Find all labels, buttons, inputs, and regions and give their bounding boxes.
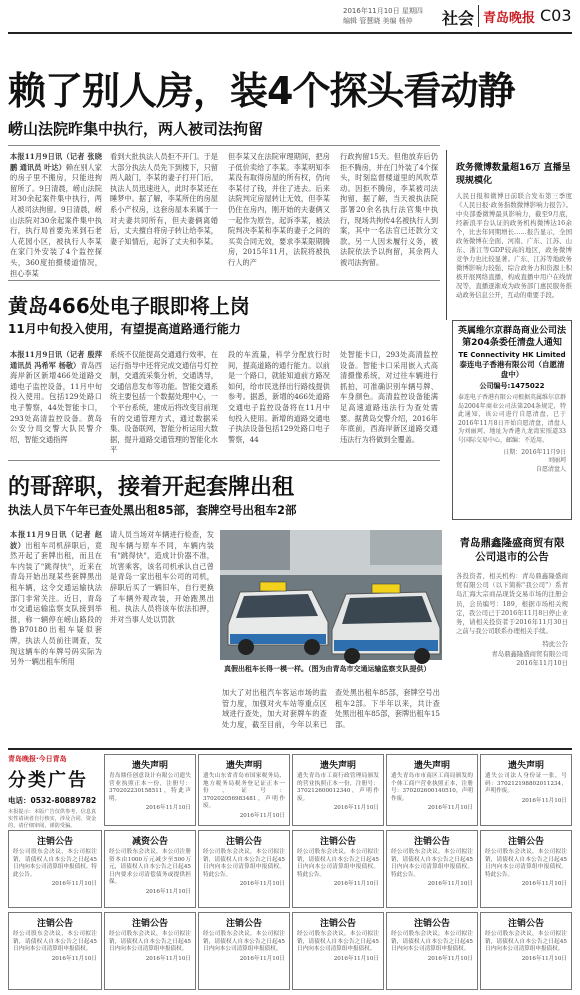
classified-ad <box>198 912 290 990</box>
classified-ad <box>198 754 290 826</box>
delisting-notice-title: 青岛鼎鑫隆盛商贸有限公司退市的公告 <box>459 537 565 563</box>
classified-ad-body: 经公司股东会决议，本公司拟注销，请债权人自本公告之日起45日内向本公司清算组申报债权。特此公告。 <box>391 849 473 878</box>
classified-ad-title: 注销公告 <box>225 837 262 847</box>
classified-ad <box>104 754 196 826</box>
delisting-notice-sign: 特此公告 青岛鼎鑫隆盛商贸有限公司 2016年11月10日 <box>491 640 568 667</box>
classified-ad-date: 2016年11月10日 <box>427 881 473 888</box>
classified-ad-body: 经公司股东会决议，本公司注册资本由1000万元减少至500万元，请债权人自本公告之日起45日内要求公司清偿债务或提供担保。 <box>109 849 191 886</box>
classified-ad-body: 经公司股东会决议，本公司拟注销，请债权人自本公告之日起45日内向本公司清算组申报债权。特此公告。 <box>485 849 567 878</box>
story3-headline: 的哥辞职，接着开起套牌出租 <box>8 475 295 500</box>
classified-ad <box>386 754 478 826</box>
classified-ad-title: 注销公告 <box>36 919 73 929</box>
classified-ad <box>386 912 478 990</box>
classified-ad-title: 注销公告 <box>225 919 262 929</box>
classified-ad-body: 遗失公司法人身份证一张，号码：370212198802011234，声明作废。 <box>485 773 567 795</box>
classified-ad-body: 遗失青岛市工商行政管理局颁发的营业执照正本一份，注册号：370212600012340，声明作废。 <box>297 773 379 802</box>
classified-phone: 电话：0532-80889782 <box>8 796 97 805</box>
story3-byline: 本报11月9日讯（记者 赵波） <box>10 530 102 550</box>
delisting-notice <box>452 530 572 742</box>
story2-col2: 系统不仅能提高交通通行效率，在运行指导中还将完成交通信号灯控制，交通流采集分析，交通诱导，交通信息发布等功能。智能交通系统主要包括一个数据处理中心，一个平台系统，建成后将改变目前现有的交通管理方式，通过数据采集、设备联网，智能分析运用大数据，提升道路交通管理的智能化水平 <box>110 350 218 455</box>
story2-col4: 处智能卡口，293处高清监控设备。智能卡口采用嵌入式高清摄像系统，对过往车辆进行抓拍，可准确识别车辆号牌、车身颜色。高清监控设备能满足高速道路违法行为查处需要。据黄岛交警介绍，2016年年底前，西海岸新区道路交通违法行为将做到全覆盖。 <box>340 350 438 444</box>
classified-ad-date: 2016年11月10日 <box>145 955 191 962</box>
classified-ad <box>386 830 478 908</box>
classified-ad <box>480 754 572 826</box>
classified-ad-date: 2016年11月10日 <box>51 955 97 962</box>
classified-ad-title: 遗失声明 <box>225 761 262 771</box>
sidebar-title: 政务微博数量超16万 直播呈现规模化 <box>456 163 571 186</box>
classified-ad <box>292 830 384 908</box>
photo-caption: 真假出租车长得一模一样。（图为由青岛市交通运输监察支队提供） <box>224 665 431 673</box>
classified-ad-body: 经公司股东会决议，本公司拟注销，请债权人自本公告之日起45日内向本公司清算组申报债权。 <box>297 931 379 953</box>
story2-col1: 本报11月9日讯（记者 殷萍 通讯员 冯希军 杨敬）青岛西海岸新区新增466处道路交通电子监控设备，11月中旬投入使用。包括129处路口电子警察，44处智能卡口，293处高清监控设备。黄岛公安分局交警大队民警介绍，智能交通指挥 <box>10 350 102 444</box>
classified-ad-date: 2016年11月10日 <box>521 881 567 888</box>
classified-ad-date: 2016年11月10日 <box>51 881 97 888</box>
classified-ad-date: 2016年11月10日 <box>333 881 379 888</box>
classified-ad-body: 青岛鼎佳创意设计有限公司遗失营业执照正本一份，注册号：370202230158511，特此声明。 <box>109 773 191 802</box>
classified-ad-body: 经公司股东会决议，本公司拟注销，请债权人自本公告之日起45日内向本公司清算组申报债权。 <box>13 931 97 953</box>
classified-intro: 本报提示：本版广告仅供参考，信息真实性请读者自行核实，涉及合同、资金的，请仔细审阅，谨防受骗。 <box>8 809 97 829</box>
classified-rule <box>8 748 572 750</box>
story3-col3: 加大了对出租汽车客运市场的监管力度，加强对火车站等重点区域进行查处，加大对套牌车的查处力度，截至目前，今年以来已查处黑出租车85部，套牌空号出租车2部。下半年以来，共计查处黑出租车85部，套牌出租车15部。 <box>222 688 440 729</box>
liquidation-company-en: TE Connectivity HK Limited <box>458 351 566 359</box>
issue-date: 2016年11月10日 星期四 <box>343 7 423 15</box>
liquidation-notice <box>452 320 572 520</box>
header-rule <box>8 32 572 34</box>
classified-ad <box>8 912 102 990</box>
story1-col3: 但李某又在法院审理期间，把房子低价卖给了李某。李某明知李某没有取得房屋的所有权，仍向李某付了钱，并住了进去。后来法院判定房屋转让无效，但李某仍住在房内，刚开始的夫妻俩又一起作为原告，起诉李某，被法院判决李某和李某的妻子之间的买卖合同无效，要求李某限期腾房，2015年11月，法院将被执行人的产 <box>228 152 330 267</box>
story2-top-rule <box>8 280 440 281</box>
classified-ad-date: 2016年11月10日 <box>239 812 285 819</box>
classified-ad <box>198 830 290 908</box>
taxi-photo-image <box>220 530 442 660</box>
story1-subhead: 崂山法院昨集中执行，两人被司法拘留 <box>8 120 264 138</box>
classified-ad-date: 2016年11月10日 <box>521 797 567 804</box>
taxi-photo <box>220 530 442 660</box>
classified-title: 分类广告 <box>8 770 88 791</box>
classified-ad-title: 注销公告 <box>319 919 356 929</box>
classified-ad <box>480 912 572 990</box>
classified-ad <box>8 830 102 908</box>
classified-ad <box>104 830 196 908</box>
section-name: 社会 <box>442 9 475 28</box>
liquidation-company-cn: 泰连电子香港有限公司（自愿清盘中） <box>459 360 565 379</box>
story3-top-rule <box>8 460 440 461</box>
classified-ad <box>480 830 572 908</box>
story2-byline: 本报11月9日讯（记者 殷萍 通讯员 冯希军 杨敬） <box>10 350 102 370</box>
classified-ad-body: 遗失青岛市市南区工商局颁发的个体工商户营业执照正本，注册号：370202600140510，声明作废。 <box>391 773 473 802</box>
page-number: C03 <box>540 6 572 25</box>
story1-headline: 赖了别人房，装4个探头看动静 <box>8 69 515 113</box>
classified-ad-date: 2016年11月10日 <box>239 881 285 888</box>
story3-subhead: 执法人员下午年已查处黑出租85部，套牌空号出租车2部 <box>8 503 297 517</box>
story2-headline: 黄岛466处电子眼即将上岗 <box>8 294 250 318</box>
delisting-notice-body: 各投资者、相关机构：青岛鼎鑫隆盛商贸有限公司（以下简称"我公司"）系青岛汇海大宗商品现货交易市场的注册会员，会员编号：189，根据市场相关规定，我公司已于2016年11月8日停止业务，请相关投资者于2016年11月30日之前与我公司联系办理相关手续。 <box>456 572 568 636</box>
classified-ad-title: 注销公告 <box>36 837 73 847</box>
liquidation-company-no: 公司编号:1475022 <box>479 382 545 390</box>
classified-ad <box>292 912 384 990</box>
classified-ad <box>292 754 384 826</box>
classified-ad-title: 注销公告 <box>507 837 544 847</box>
classified-ad-date: 2016年11月10日 <box>427 805 473 812</box>
classified-ad <box>104 912 196 990</box>
classified-ad-title: 注销公告 <box>413 837 450 847</box>
classified-ad-title: 减资公告 <box>131 837 168 847</box>
editor-credit: 编辑 管慧晓 美编 杨仲 <box>343 17 413 25</box>
classified-ad-date: 2016年11月10日 <box>239 955 285 962</box>
classified-ad-body: 经公司股东会决议，本公司拟注销，请债权人自本公告之日起45日内向本公司清算组申报债权。 <box>391 931 473 953</box>
classified-ad-body: 经公司股东会决议，本公司拟注销，请债权人自本公告之日起45日内向本公司清算组申报债权。 <box>485 931 567 953</box>
classified-ad-body: 遗失山东省青岛市国家税务局、地方税务局税务登记证正本一份，证号：370202056983481，声明作废。 <box>203 773 285 810</box>
classified-ad-date: 2016年11月10日 <box>333 955 379 962</box>
classified-ad-body: 经公司股东会决议，本公司拟注销，请债权人自本公告之日起45日内向本公司清算组申报债权。特此公告。 <box>203 849 285 878</box>
classified-ad-date: 2016年11月10日 <box>427 955 473 962</box>
sidebar-divider <box>446 150 447 320</box>
classified-ad-date: 2016年11月10日 <box>145 888 191 895</box>
classified-masthead <box>8 754 100 829</box>
classified-ad-body: 经公司股东会决议，本公司拟注销，请债权人自本公告之日起45日内向本公司清算组申报债权。特此公告。 <box>297 849 379 878</box>
classified-ad-title: 遗失声明 <box>507 761 544 771</box>
story1-col4: 行政拘留15天。但他放弃后仍拒不腾房，并在门外装了4个探头，时刻监督楼道里的风吹草动。因拒不腾房，李某被司法拘留，据了解，当天被执法院部署20余名执行法官集中执行，现场共拘传4名被执行人到案，其中一名法官已还款分文款。另一人因未履行义务，被法院依法予以拘留，其余两人被司法拘留。 <box>340 152 439 267</box>
classified-ad-date: 2016年11月10日 <box>521 955 567 962</box>
liquidation-notice-body: 泰连电子香港有限公司根据英属维尔京群岛2004年商业公司法第204条规定，特此通知，该公司进行自愿清盘，已于2016年11月8日开始自愿清盘，清盘人为刘丽珂，地址为香港九龙湾宏照道33号国际交易中心，邮编：不适用。 <box>458 394 567 444</box>
story1-col2: 看到大批执法人员拒不开门。于是大部分执法人员先下到楼下，只留两人敲门，李某的妻子打开门后，执法人员迅速进入，此时李某还在睡梦中。据了解，李某所住的房屋系小产权房，这套房屋本来属于一对夫妻共同所有，但夫妻俩离婚后，丈夫擅自将房子转让给李某，妻子知情后，起诉了丈夫和李某。 <box>110 152 218 246</box>
classified-ad-title: 注销公告 <box>131 919 168 929</box>
classified-ad-body: 经公司股东会决议，本公司拟注销，请债权人自本公告之日起45日内向本公司清算组申报债权。 <box>203 931 285 953</box>
liquidation-notice-sign: 日期：2016年11月9日 刘丽珂 自愿清盘人 <box>503 448 566 473</box>
classified-ad-date: 2016年11月10日 <box>333 805 379 812</box>
story1-rule <box>8 145 440 146</box>
classified-ad-body: 经公司股东会决议，本公司拟注销，请债权人自本公告之日起45日内向本公司清算组申报债权。特此公告。 <box>13 849 97 878</box>
story3-col2: 请人员当场对车辆进行检查，发现车辆与原车不同，车辆内装有"跳得快"，造成计价器不准，坑害乘客，该名司机承认自己曾是青岛一家出租车公司的司机，辞职后买了一辆旧车，自行更换了车辆外观改装，开始跑黑出租。执法人员将该车依法扣押，并对当事人处以罚款 <box>110 530 214 624</box>
classified-ad-title: 遗失声明 <box>131 761 168 771</box>
classified-ad-title: 注销公告 <box>507 919 544 929</box>
brand-logo: 青岛晚报 <box>483 11 536 26</box>
story1-byline: 本报11月9日讯（记者 张晓鹏 通讯员 叶达） <box>10 152 102 172</box>
classified-ad-title: 注销公告 <box>413 919 450 929</box>
classified-ad-title: 注销公告 <box>319 837 356 847</box>
header-divider <box>478 5 479 27</box>
story1-col1: 本报11月9日讯（记者 张晓鹏 通讯员 叶达）赖在别人家的房子里不搬房，只能进拘留所了。9日清晨，崂山法院对30余起案件集中执行，两人被司法拘留。9日清晨，崂山法院对30余起案件集中执行，执行局首要先来到石老人花园小区，被执行人李某在家门外安装了4个监控探头，360度拍摄楼道情况，担心李某 <box>10 152 102 278</box>
classified-ad-title: 遗失声明 <box>413 761 450 771</box>
classified-brand: 青岛晚报·今日青岛 <box>8 755 67 763</box>
liquidation-notice-title: 英属维尔京群岛商业公司法第204条委任清盘人通知 <box>457 326 566 348</box>
story2-subhead: 11月中旬投入使用，有望提高道路通行能力 <box>8 322 241 336</box>
classified-ad-date: 2016年11月10日 <box>145 805 191 812</box>
story2-col3: 段的车流量，科学分配放行时间，提高道路的通行能力。以前是一个路口，就能知道前方路况如何，给市民选择出行路线提供参考。据悉，新增的466处道路交通电子监控设备将在11月中旬投入使用。新增的道路交通电子执法设备包括129处路口电子警察，44 <box>228 350 330 444</box>
classified-ad-body: 经公司股东会决议，本公司拟注销，请债权人自本公告之日起45日内向本公司清算组申报债权。 <box>109 931 191 953</box>
story3-col1: 本报11月9日讯（记者 赵波）出租车司机辞职后，竟然开起了套牌出租，而且在车内装了"跳得快"，近来在青岛开始出现某些套牌黑出租车辆，这令交通运输执法部门非常关注。近日，青岛市交通运输监察支队接到举报，称一辆停在崂山路段的鲁B70180出租车疑似套牌，执法人员前往调查，发现这辆车的车牌号码实际为另外一辆出租车所用 <box>10 530 102 667</box>
sidebar-body: 人民日报和微博日前联合发布第三季度《人民日报·政务指数微博影响力报告》。中央部委微博最具影响力，截至9月底，经新浪平台认证的政务机构微博达16余个，比去年同期增长……报告显示，全国政务微博在全面、河南、广东、江苏、山东、浙江等GDP较高的地区，政务微博竞争力也比较显著。广东、江苏等地政务微博影响力较强、综合政务力和资源上积极开展网络直播，构成直播中用户在线情况等，直播逐渐成为政务部门惠民服务推动政务信息公开，互动的重要手段。 <box>456 192 572 299</box>
classified-ad-title: 遗失声明 <box>319 761 356 771</box>
